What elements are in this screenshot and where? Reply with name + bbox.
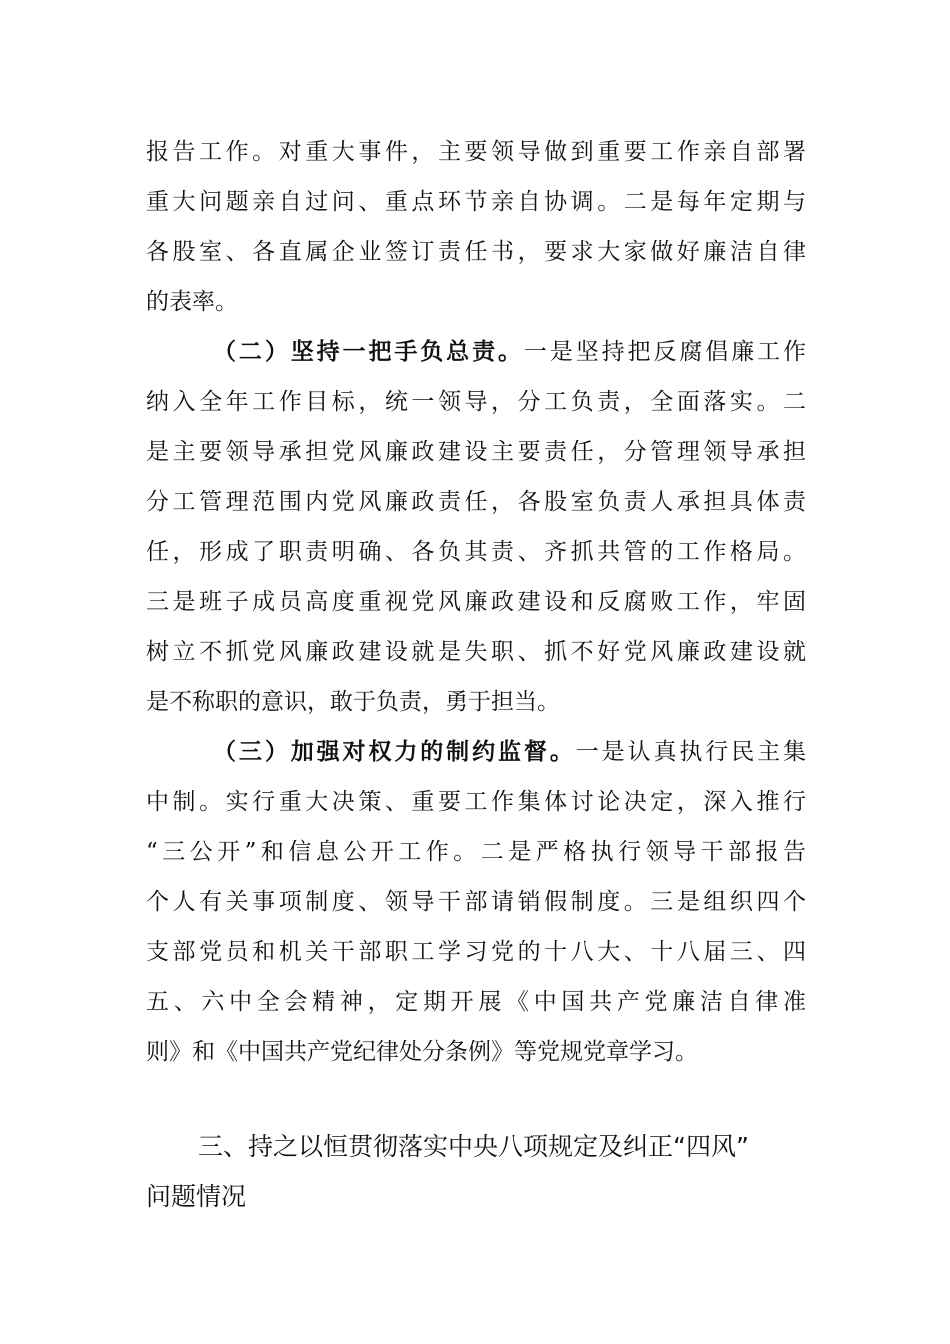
- paragraph-line: 的表率。: [146, 289, 238, 315]
- paragraph-line: 是不称职的意识，敢于负责，勇于担当。: [146, 689, 560, 715]
- paragraph-line: 中制。实行重大决策、重要工作集体讨论决定，深入推行: [146, 789, 806, 815]
- paragraph-line: 树立不抓党风廉政建设就是失职、抓不好党风廉政建设就: [146, 639, 806, 665]
- paragraph-text: 一是坚持把反腐倡廉工作: [523, 339, 806, 365]
- paragraph-heading: （二）坚持一把手负总责。: [213, 339, 524, 365]
- paragraph-line: 五、六中全会精神，定期开展《中国共产党廉洁自律准: [146, 989, 806, 1015]
- paragraph-first-line: [213, 736, 806, 768]
- paragraph-line: 是主要领导承担党风廉政建设主要责任，分管理领导承担: [146, 439, 806, 465]
- paragraph-text: 一是认真执行民主集: [575, 739, 806, 765]
- paragraph-heading: （三）加强对权力的制约监督。: [213, 739, 576, 765]
- paragraph-line: 报告工作。对重大事件，主要领导做到重要工作亲自部署: [146, 139, 806, 165]
- paragraph-line: 分工管理范围内党风廉政责任，各股室负责人承担具体责: [146, 489, 806, 515]
- section-heading: 三、持之以恒贯彻落实中央八项规定及纠正“四风”: [198, 1132, 749, 1161]
- paragraph-line: “三公开”和信息公开工作。二是严格执行领导干部报告: [146, 839, 806, 865]
- paragraph-first-line: [213, 336, 806, 368]
- paragraph-line: 个人有关事项制度、领导干部请销假制度。三是组织四个: [146, 889, 806, 915]
- paragraph-line: 三是班子成员高度重视党风廉政建设和反腐败工作，牢固: [146, 589, 806, 615]
- paragraph-line: 重大问题亲自过问、重点环节亲自协调。二是每年定期与: [146, 189, 806, 215]
- paragraph-line: 任，形成了职责明确、各负其责、齐抓共管的工作格局。: [146, 539, 806, 565]
- paragraph-line: 各股室、各直属企业签订责任书，要求大家做好廉洁自律: [146, 239, 806, 265]
- section-heading-continued: 问题情况: [146, 1182, 247, 1211]
- paragraph-line: 支部党员和机关干部职工学习党的十八大、十八届三、四: [146, 939, 806, 965]
- paragraph-line: 纳入全年工作目标，统一领导，分工负责，全面落实。二: [146, 389, 806, 415]
- paragraph-line: 则》和《中国共产党纪律处分条例》等党规党章学习。: [146, 1039, 698, 1065]
